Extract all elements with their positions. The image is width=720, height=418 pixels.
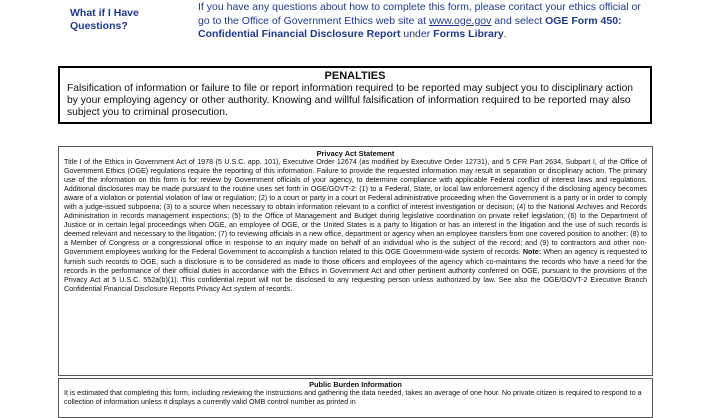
penalties-text: Falsification of information or failure to file or report information required to be reported may subject you to disciplinary action by your employing agency or other authority. Knowing and willful falsification of information required to be reported may also subject you to criminal prosecution. — [67, 83, 634, 119]
privacy-note-label: Note: — [522, 248, 542, 257]
privacy-text-part: Title I of the Ethics in Government Act of 1978 (5 U.S.C. app. 101), Executive Order 12674 (as modified by Executive Order 12731), and 5 CFR Part 2634, Subpart I, of the Office of Government Ethics (OGE) regulations require the reporting of this information. Failure to provide the requested information may result in separation or disciplinary action. The primary use of the information on this form is for review by Government officials of your agency, to determine compliance with applicable Federal conflict of interest laws and regulations. Additional disclosures may be made pursuant to the routine uses set forth in OGE/GOVT-2: (1) to a Federal, State, or local law enforcement agency if the disclosing agency becomes aware of a violation or potential violation of law or regulation; (2) to a court or party in a court or Federal administrative proceeding when the Government is a party or in order to comply with a judge-issued subpoena; (3) to a source when necessary to obtain information relevant to a conflict of interest investigation or decision; (4) to the National Archives and Records Administration in records management inspections; (5) to the Office of Management and Budget during legislative coordination on private relief legislation; (6) to the Department of Justice or in certain legal proceedings when OGE, an employee of OGE, or the United States is a party to litigation or has an interest in the litigation and the use of such records is deemed relevant and necessary to the litigation; (7) to reviewing officials in a new office, department or agency when an employee transfers from one covered position to another; (8) to a Member of Congress or a congressional office in response to an inquiry made on behalf of an individual who is the subject of the record; and (9) to contractors and other non-Government employees working for the Federal Government to accomplish a function related to this OGE Government-wide system of records. — [64, 158, 647, 257]
help-text-part: and select — [491, 14, 546, 27]
public-burden-text: It is estimated that completing this form, including reviewing the instructions and gathering the data needed, takes an average of one hour. No private citizen is required to respond to a collection of information unless it displays a currently valid OMB control number as printed in — [64, 389, 642, 407]
privacy-act-box — [58, 146, 653, 376]
questions-help-text — [198, 1, 653, 42]
help-text-part: If you have any questions about how to complete this form, please contact your ethics official or go to the Office of Government Ethics web site at — [198, 1, 641, 27]
privacy-act-title: Privacy Act Statement — [316, 149, 395, 158]
penalties-title: PENALTIES — [324, 70, 386, 82]
privacy-text-part: When an agency is requested to furnish such records to OGE, such a disclosure is to be considered as made to those officers and employees of the agency which co-maintains the records who have a need for the records in the performance of their official duties in accordance with the Ethics in Government Act and other pertinent authority conferred on OGE, pursuant to the provisions of the Privacy Act at 5 U.S.C. 552a(b)(1). This confidential report will not be disclosed to any requesting person unless authorized by law. See also the OGE/GOVT-2 Executive Branch Confidential Financial Disclosure Reports Privacy Act system of records. — [64, 248, 647, 293]
form-name: OGE Form 450: Confidential Financial Disclosure Report — [198, 14, 622, 40]
forms-library-label: Forms Library — [433, 28, 504, 40]
oge-website-link[interactable]: www.oge.gov — [428, 14, 492, 27]
help-text-part: . — [503, 28, 507, 40]
privacy-act-text — [64, 158, 647, 294]
penalties-box — [58, 66, 652, 124]
questions-heading: What if I Have Questions? — [70, 7, 139, 32]
help-text-part: under — [400, 28, 434, 40]
public-burden-title: Public Burden Information — [309, 380, 402, 389]
public-burden-box — [58, 378, 653, 418]
